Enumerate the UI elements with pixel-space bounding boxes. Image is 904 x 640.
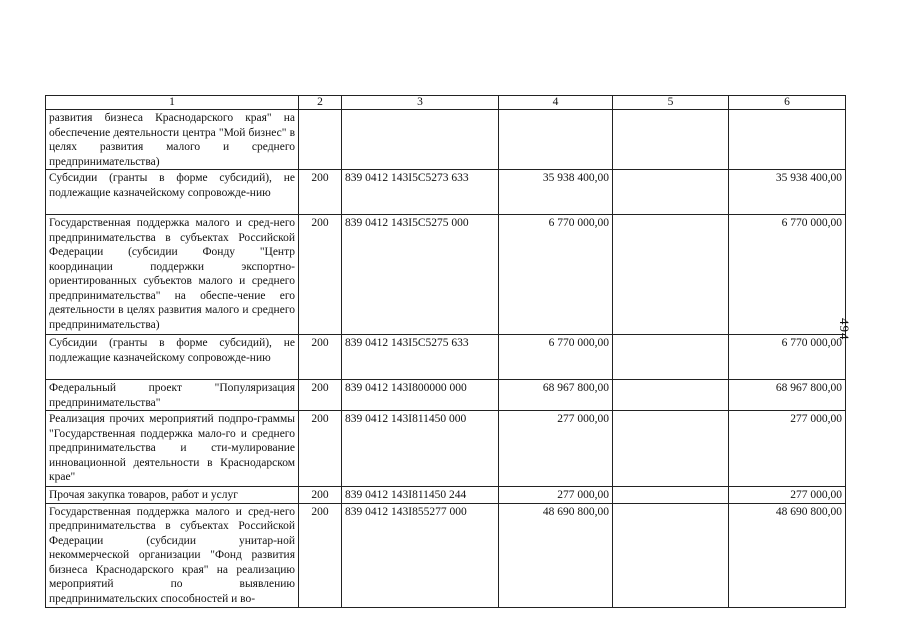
row-amount: 6 770 000,00 (499, 335, 613, 380)
row-amount: 277 000,00 (499, 411, 613, 487)
column-header-2: 2 (299, 96, 342, 110)
row-code: 200 (299, 411, 342, 487)
row-code: 200 (299, 335, 342, 380)
row-col5 (613, 170, 729, 215)
row-amount: 6 770 000,00 (499, 215, 613, 335)
row-classification: 839 0412 143I5C5275 000 (342, 215, 499, 335)
row-amount: 48 690 800,00 (499, 503, 613, 607)
row-col5 (613, 110, 729, 170)
row-classification: 839 0412 143I5C5275 633 (342, 335, 499, 380)
row-name: Реализация прочих мероприятий подпро-граммы "Государственная поддержка мало-го и среднего предпринимательства и сти-мулирование инновационной деятельности в Краснодарском крае" (46, 411, 299, 487)
row-code: 200 (299, 487, 342, 504)
row-name: развития бизнеса Краснодарского края" на обеспечение деятельности центра "Мой бизнес" в целях развития малого и среднего предпринимательства) (46, 110, 299, 170)
row-name: Государственная поддержка малого и сред-него предпринимательства в субъектах Российской Федерации (субсидии унитар-ной некоммерческой организации "Фонд развития бизнеса Краснодарского края" на реализацию мероприятий по выявлению предпринимательских способностей и во- (46, 503, 299, 607)
table-row (46, 335, 846, 380)
column-number-row (46, 96, 846, 110)
row-name: Государственная поддержка малого и сред-него предпринимательства в субъектах Российской Федерации (субсидии Фонду "Центр координации поддержки экспортно-ориентированных субъектов малого и среднего предпринимательства" на обеспе-чение его деятельности в целях развития малого и среднего предпринимательства) (46, 215, 299, 335)
row-code: 200 (299, 170, 342, 215)
column-header-3: 3 (342, 96, 499, 110)
row-col6: 48 690 800,00 (729, 503, 846, 607)
table-row (46, 380, 846, 411)
row-code (299, 110, 342, 170)
row-col5 (613, 335, 729, 380)
row-classification: 839 0412 143I811450 244 (342, 487, 499, 504)
row-amount: 277 000,00 (499, 487, 613, 504)
row-col5 (613, 380, 729, 411)
row-amount: 68 967 800,00 (499, 380, 613, 411)
row-name: Прочая закупка товаров, работ и услуг (46, 487, 299, 504)
row-name: Субсидии (гранты в форме субсидий), не подлежащие казначейскому сопровожде-нию (46, 335, 299, 380)
row-classification (342, 110, 499, 170)
row-code: 200 (299, 380, 342, 411)
table-row (46, 215, 846, 335)
table-row (46, 110, 846, 170)
budget-table (45, 95, 846, 608)
row-col6 (729, 110, 846, 170)
row-col5 (613, 411, 729, 487)
table-row (46, 170, 846, 215)
row-col6: 6 770 000,00 (729, 215, 846, 335)
column-header-5: 5 (613, 96, 729, 110)
row-code: 200 (299, 215, 342, 335)
row-amount (499, 110, 613, 170)
row-classification: 839 0412 143I800000 000 (342, 380, 499, 411)
row-col6: 277 000,00 (729, 487, 846, 504)
table-row (46, 487, 846, 504)
row-classification: 839 0412 143I5C5273 633 (342, 170, 499, 215)
row-classification: 839 0412 143I855277 000 (342, 503, 499, 607)
row-col6: 6 770 000,00 (729, 335, 846, 380)
row-col6: 68 967 800,00 (729, 380, 846, 411)
row-amount: 35 938 400,00 (499, 170, 613, 215)
row-name: Федеральный проект "Популяризация предпринимательства" (46, 380, 299, 411)
page-number: 494 (837, 318, 852, 341)
column-header-6: 6 (729, 96, 846, 110)
table-row (46, 411, 846, 487)
row-classification: 839 0412 143I811450 000 (342, 411, 499, 487)
row-col5 (613, 215, 729, 335)
row-col5 (613, 503, 729, 607)
row-col6: 35 938 400,00 (729, 170, 846, 215)
row-col5 (613, 487, 729, 504)
column-header-1: 1 (46, 96, 299, 110)
table-row (46, 503, 846, 607)
row-code: 200 (299, 503, 342, 607)
row-col6: 277 000,00 (729, 411, 846, 487)
row-name: Субсидии (гранты в форме субсидий), не подлежащие казначейскому сопровожде-нию (46, 170, 299, 215)
column-header-4: 4 (499, 96, 613, 110)
